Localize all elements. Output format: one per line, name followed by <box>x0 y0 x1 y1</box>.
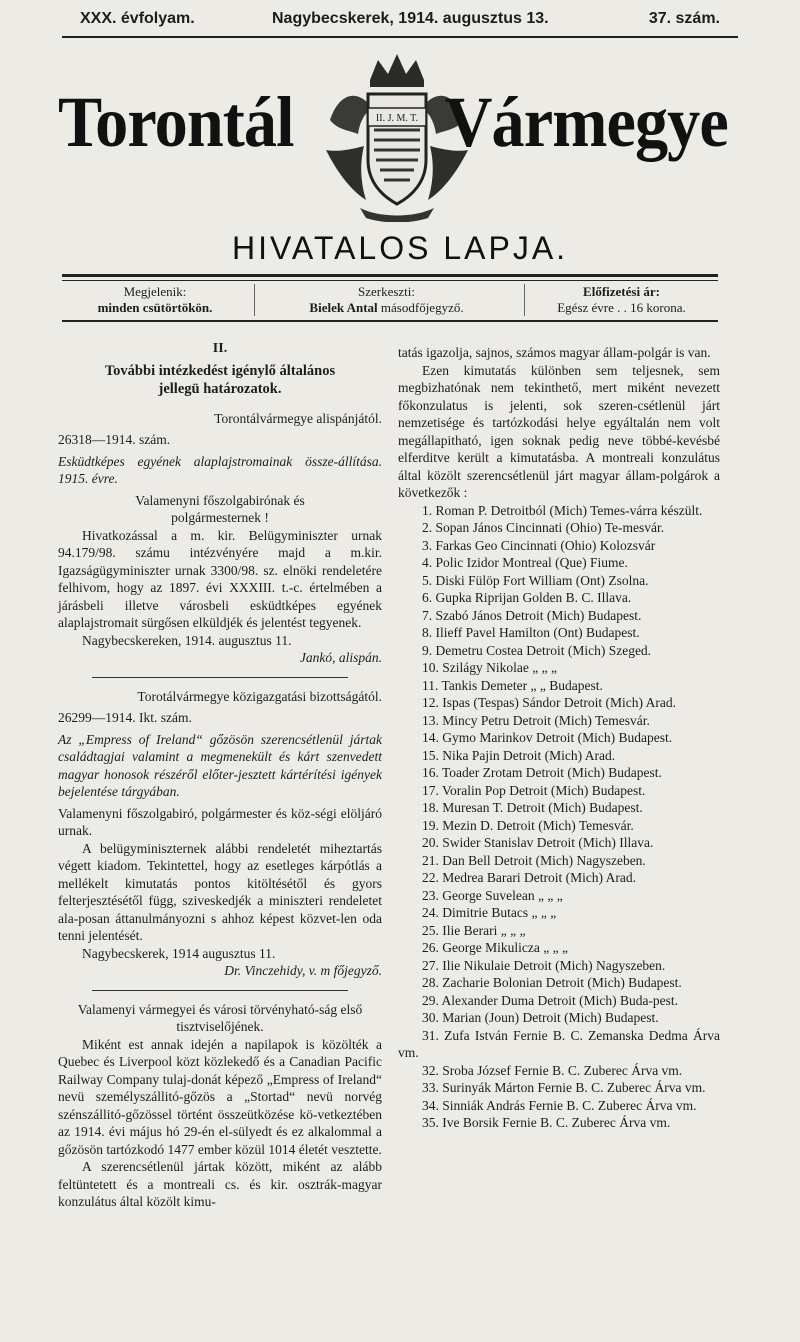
left-column <box>58 340 382 1211</box>
body-2: A belügyminiszternek alábbi rendeletét miheztartás végett kiadom. Tekintettel, hogy az esetleges kárpótlás a mellékelt kimutatás pontos kitöltésétől és gyors felterjesztésétől függ, sziveskedjék a miniszteri rendeletet ala-posan áttanulmányozni s ahhoz képest közvet-len oda tenni jelentését. <box>58 840 382 943</box>
list-item: 9. Demetru Costea Detroit (Mich) Szeged. <box>422 642 652 658</box>
section-number: II. <box>212 341 228 356</box>
info-editor: Szerkeszti: Bielek Antal másodfőjegyző. <box>254 284 518 316</box>
list-item: 6. Gupka Riprijan Golden B. C. Illava. <box>422 590 632 605</box>
publication-info <box>62 284 718 318</box>
source-alispan: Torontálvármegye alispánjától. <box>214 410 382 426</box>
list-item: 10. Szilágy Nikolae „ „ „ <box>422 660 557 675</box>
list-item: 20. Swider Stanislav Detroit (Mich) Illava. <box>422 835 654 850</box>
masthead-title-left: Torontál <box>58 82 294 162</box>
addressee-1-line1: Valamenyni főszolgabirónak és <box>135 492 305 508</box>
list-item: 23. George Suvelean „ „ „ <box>422 887 563 903</box>
volume-label: XXX. évfolyam. <box>80 10 195 27</box>
list-item: 12. Ispas (Tespas) Sándor Detroit (Mich) Arad. <box>422 695 676 710</box>
list-item: 22. Medrea Barari Detroit (Mich) Arad. <box>422 870 637 885</box>
list-item: 2. Sopan János Cincinnati (Ohio) Te-mesvár. <box>422 520 665 535</box>
list-item: 5. Diski Fülöp Fort William (Ont) Zsolna. <box>422 572 649 588</box>
section-title-line2: jellegü határozatok. <box>158 380 282 397</box>
header-rule <box>62 36 738 38</box>
separator <box>92 990 348 991</box>
addressee-1-line2: polgármesternek ! <box>171 510 269 525</box>
list-item: 1. Roman P. Detroitból (Mich) Temes-várra készült. <box>422 502 703 518</box>
masthead-subtitle: HIVATALOS LAPJA. <box>231 230 569 266</box>
list-item: 26. George Mikulicza „ „ „ <box>422 940 568 955</box>
issue-header <box>62 8 738 32</box>
list-item: 3. Farkas Geo Cincinnati (Ohio) Kolozsvár <box>422 537 656 553</box>
body-3: Miként est annak idején a napilapok is közölték a Quebec és Liverpool közt közlekedő és a Canadian Pacific Railway Company tulaj-donát képező „Empress of Ireland“ nevü személyszállitó-gőzös a „Stortad“ nevü norvég szénszállitó-gőzössel történt összeütközése kö-vetkeztében az 1914. évi május hó 29-én el-sülyedt és ez alkalommal a gőzösön tartózkodó 1477 ember közül 1014 életét vesztette. <box>58 1036 382 1157</box>
issue-number: 37. szám. <box>648 10 720 27</box>
masthead <box>58 50 728 225</box>
svg-text:II. J. M. T.: II. J. M. T. <box>375 113 419 124</box>
masthead-title-right: Vármegye <box>444 82 728 162</box>
right-column <box>398 344 720 1132</box>
body-1: Hivatkozással a m. kir. Belügyminiszter urnak 94.179/98. számu intézvényére majd a m.kir. Igazságügyminiszter urnak 3300/98. sz. elnöki rendeletére felhivom, hogy az 1897. évi XXXIII. t.-c. értelmében a járásbeli illetve városbeli esküdtképes egyének alaplajstromait sürgősen elküldjék és jelentést tegyenek. <box>58 527 382 630</box>
list-item: 31. Zufa István Fernie B. C. Zemanska Dedma Árva vm. <box>398 1027 720 1060</box>
list-item: 27. Ilie Nikulaie Detroit (Mich) Nagyszeben. <box>422 957 666 973</box>
body-4: A szerencsétlenül jártak között, miként az alább feltüntetett és a montreali cs. és kir. osztrák-magyar konzulátus által közölt kimu- <box>58 1159 382 1209</box>
list-item: 30. Marian (Joun) Detroit (Mich) Budapest. <box>422 1010 659 1025</box>
info-bottom-rule <box>62 320 718 322</box>
list-item: 11. Tankis Demeter „ „ Budapest. <box>422 677 603 693</box>
list-item: 8. Ilieff Pavel Hamilton (Ont) Budapest. <box>422 625 640 640</box>
list-item: 35. Ive Borsik Fernie B. C. Zuberec Árva vm. <box>422 1115 671 1130</box>
list-item: 16. Toader Zrotam Detroit (Mich) Budapest. <box>422 765 662 780</box>
list-item: 24. Dimitrie Butacs „ „ „ <box>422 905 557 920</box>
list-item: 25. Ilie Berari „ „ „ <box>422 922 526 938</box>
date-2: Nagybecskerek, 1914 augusztus 11. <box>82 945 276 961</box>
list-item: 14. Gymo Marinkov Detroit (Mich) Budapest. <box>422 730 673 745</box>
list-item: 19. Mezin D. Detroit (Mich) Temesvár. <box>422 817 634 833</box>
source-committee: Torotálvármegye közigazgatási bizottságától. <box>137 688 382 704</box>
subject-2: Az „Empress of Ireland“ gőzösön szerencsétlenül jártak családtagjai valamint a megmenekült és kárt szenvedett magyar honosok részéről előter-jesztett kártérítési igények bejelentése tárgyában. <box>58 731 382 799</box>
continuation-text: tatás igazolja, sajnos, számos magyar állam-polgár is van. <box>398 345 711 360</box>
divider-thick <box>62 274 718 277</box>
list-item: 4. Polic Izidor Montreal (Que) Fiume. <box>422 555 628 570</box>
addressee-2: Valamenyni főszolgabiró, polgármester és köz-ségi elöljáró urnak. <box>58 805 382 838</box>
section-title-line1: További intézkedést igénylő általános <box>104 362 336 379</box>
divider-thin <box>62 280 718 281</box>
list-item: 34. Sinniák András Fernie B. C. Zuberec Árva vm. <box>422 1097 697 1113</box>
list-item: 18. Muresan T. Detroit (Mich) Budapest. <box>422 800 643 815</box>
list-item: 33. Surinyák Márton Fernie B. C. Zuberec Árva vm. <box>422 1080 706 1095</box>
body-5: Ezen kimutatás különben sem teljesnek, sem megbizhatónak nem tekinthető, mert miként nevezett főkonzulatus is jelenti, sok szeren-csétlenül járt nemzetisége és tartózkodási helye egyáltalán nem volt megállapitható, igen soknak pedig neve többé-kevésbé elferditve került a kimutatásba. A montreali konzulátus által közölt szerencsétlenül járt magyar állam-polgárok a következők : <box>398 362 720 500</box>
separator <box>92 677 348 678</box>
doc-number-1: 26318—1914. szám. <box>58 432 171 447</box>
info-subscription: Előfizetési ár: Egész évre . . 16 korona. <box>524 284 718 316</box>
list-item: 29. Alexander Duma Detroit (Mich) Buda-pest. <box>422 992 679 1008</box>
place-date: Nagybecskerek, 1914. augusztus 13. <box>272 10 549 27</box>
date-1: Nagybecskereken, 1914. augusztus 11. <box>82 632 292 648</box>
doc-number-2: 26299—1914. Ikt. szám. <box>58 710 192 725</box>
list-item: 28. Zacharie Bolonian Detroit (Mich) Budapest. <box>422 975 682 990</box>
subject-1: Esküdtképes egyének alaplajstromainak össze-állítása. 1915. évre. <box>58 453 382 486</box>
addressee-3: Valamenyi vármegyei és városi törvényható-ság első tisztviselőjének. <box>77 1001 363 1034</box>
list-item: 13. Mincy Petru Detroit (Mich) Temesvár. <box>422 712 650 728</box>
list-item: 15. Nika Pajin Detroit (Mich) Arad. <box>422 747 616 763</box>
list-item: 17. Voralin Pop Detroit (Mich) Budapest. <box>422 782 646 798</box>
victims-list <box>398 502 720 1132</box>
list-item: 7. Szabó János Detroit (Mich) Budapest. <box>422 607 642 623</box>
signature-1: Jankó, alispán. <box>299 650 382 665</box>
list-item: 32. Sroba József Fernie B. C. Zuberec Árva vm. <box>422 1062 683 1078</box>
list-item: 21. Dan Bell Detroit (Mich) Nagyszeben. <box>422 852 646 868</box>
info-publishing: Megjelenik: minden csütörtökön. <box>97 284 213 315</box>
signature-2: Dr. Vinczehidy, v. m főjegyző. <box>224 963 382 978</box>
